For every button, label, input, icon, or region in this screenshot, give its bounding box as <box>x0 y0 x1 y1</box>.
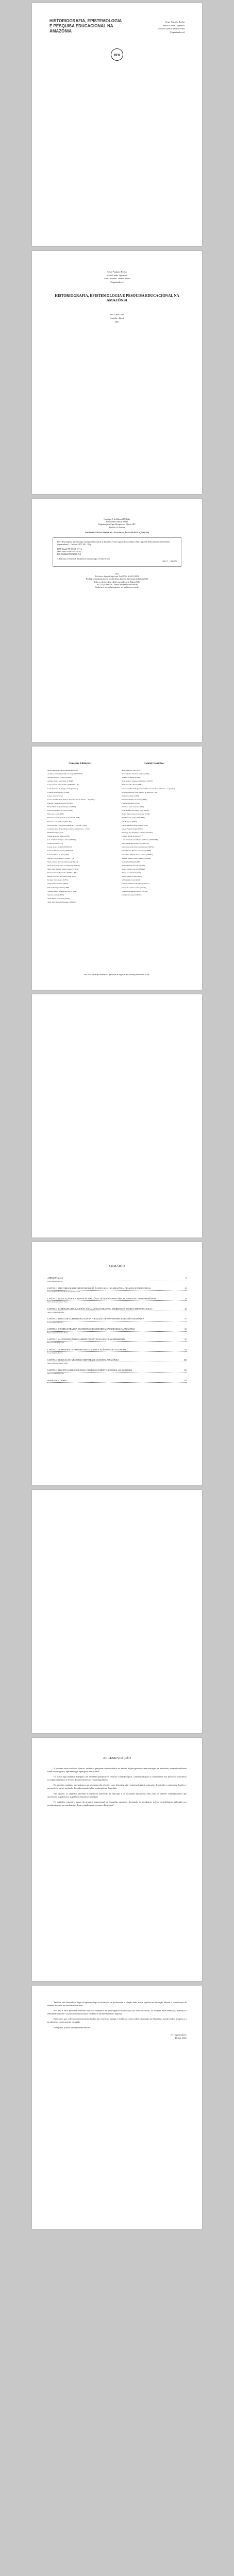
presentation-page <box>32 1738 202 1981</box>
toc-entry[interactable] <box>47 1277 187 1283</box>
council-member: Gloria Fariñas León (Universidade de La Havana – Cuba) <box>47 824 87 826</box>
editor-name: Maria Lusida Carneiro Paula <box>104 277 130 280</box>
council-right-column <box>122 762 187 905</box>
cover-editors <box>158 21 185 34</box>
presentation-paragraph: Também são discutidos o lugar da epistemologia na formação de professores, a relação entre teoria e prática na educação infantil e a construção de saberes docentes nas escolas ribeirinhas. <box>47 2001 187 2007</box>
council-member: Fernando Antônio Gonçalves Alcoforado (IPB) <box>47 817 80 819</box>
council-member: Sérgio Nunes de Jesus (IFRO) <box>122 875 143 878</box>
council-member: Francisco Ari de Andrade (UFC) <box>122 806 144 808</box>
council-member: Gláucia Maria dos Santos Jorge (UFOP) <box>122 809 149 812</box>
council-member: Jailson Alves dos Santos (UFRJ) <box>47 835 70 837</box>
editor-name: Cesar Augusto Rocha <box>107 270 127 273</box>
isbn-print: ISBN Físico 978-65-251-2170-4 <box>57 550 81 553</box>
presentation-paragraph: No primeiro capítulo, apresentamos um panorama das relações entre historiografia e epistemologia da educação, discutindo os principais desafios e perspectivas para a produção do conhecimento sobre a educação na Amazônia. <box>47 1784 187 1790</box>
council-member: Ilma Passos A. Veiga (UNICEUB) <box>122 817 145 819</box>
council-member: Sydione Santos (UEPG) <box>47 893 64 896</box>
title-page-editors <box>47 270 187 284</box>
cover-title: HISTORIOGRAFIA, EPISTEMOLOGIA E PESQUISA EDUCACIONAL NA AMAZÔNIA <box>49 19 122 33</box>
council-member: Antônio Pereira Gaio Júnior (UFRRJ) <box>47 780 74 783</box>
editors-role: (Organizadores) <box>170 30 185 33</box>
toc-page-number: 43 <box>185 1308 187 1310</box>
toc-author: Maria Cárdia Lipparelli <box>47 1372 64 1375</box>
publisher-city: Curitiba – Brasil <box>109 317 125 319</box>
publisher-name: EDITORA CRV <box>109 313 125 316</box>
council-member: Maria de Lourdes Pinto de Almeida (UNOESC) <box>122 846 155 849</box>
editor-name: Cesar Augusto Rocha <box>164 21 185 23</box>
presentation-paragraph: Por fim, a obra apresenta reflexões sobre os caminhos da historiografia da educação no Norte do Brasil, as relações entre educação, memória e identidade cultural e as políticas educacionais voltadas ao desenvolvimento regional. <box>47 2009 187 2015</box>
council-member: Míghian Danae Ferreira Nunes (UNILAB) <box>122 857 151 859</box>
council-member: Fauston Negreiros (UFPI) <box>122 802 140 804</box>
toc-title: CAPÍTULO 7 CAMINHOS DA HISTORIOGRAFIA DA EDUCAÇÃO NO NORTE DO BRASIL <box>47 1349 127 1351</box>
cover-page <box>32 3 202 246</box>
toc-line <box>47 1380 187 1383</box>
council-member: Élsio José Corá (UFFS) <box>47 813 64 816</box>
notice-line: Foi feito o depósito legal conf. Lei 10.994 de 14/12/2004 <box>95 575 139 578</box>
presentation-paragraph: Os textos aqui reunidos dialogam com diferentes perspectivas teóricas e metodológicas, contribuindo para a compreensão dos processos educativos na região amazônica e de seus desafios históricos e contemporâneos. <box>47 1775 187 1782</box>
council-footer: Este livro passou por avaliação e aprovação às cegas de dois ou mais pareceristas ad hoc. <box>83 974 151 976</box>
toc-entry[interactable] <box>47 1338 187 1344</box>
publisher-imprint <box>47 313 187 324</box>
council-member: Maria Lília Imbiriba Sousa Colares (UFOPA) <box>47 868 79 870</box>
council-member: Altair Alberto Fávero (UPF) <box>122 769 141 771</box>
editors-role: (Organizadores) <box>110 280 124 283</box>
council-member: Celso Conti (UFSCar) <box>47 794 63 797</box>
toc-entry[interactable] <box>47 1308 187 1314</box>
toc-author: Cesar Augusto Rocha <box>47 1352 63 1354</box>
toc-entry[interactable] <box>47 1318 187 1324</box>
toc-author: Maria Lusida Carneiro Paula <box>47 1300 68 1303</box>
council-member: Maria Lília Imbiriba Sousa Colares (UFOPA) <box>122 853 153 856</box>
toc-title: CAPÍTULO 1 HISTORIOGRAFIA E EPISTEMOLOGIA DA EDUCAÇÃO NA AMAZÔNIA: DESAFIOS E PERSPECTIVAS <box>47 1287 151 1290</box>
presentation-heading: APRESENTAÇÃO <box>103 1756 131 1760</box>
council-member: Elione Maria Nogueira Diogenes (UFAL) <box>47 806 76 808</box>
toc-entry[interactable] <box>47 1328 187 1334</box>
council-member: Maria de Lourdes Pinto de Almeida (UNOESC) <box>47 864 80 867</box>
toc-page-number: 105 <box>183 1359 187 1361</box>
council-left-column <box>47 762 112 905</box>
council-member: Barbara Coelho Neves (UFBA) <box>122 784 143 786</box>
council-member: Suzana dos Santos Gomes (UFMG) <box>122 886 146 889</box>
council-member: Marcelo Paixão (UFRJ e UTexas – US) <box>47 857 75 859</box>
catalog-title: DADOS INTERNACIONAIS DE CATALOGAÇÃO NA PUBLICAÇÃO (CIP) <box>85 531 149 534</box>
editor-name: Maria Lusida Carneiro Paula <box>158 27 185 30</box>
notice-line: Todos os direitos desta edição reservados pela: Editora CRV <box>94 581 140 583</box>
council-member: Simone Rodrigues Pinto (UNB) <box>47 886 70 889</box>
toc-entry[interactable] <box>47 1380 187 1383</box>
council-member: Vera Lucia Gaspar (UDESC) <box>122 893 142 896</box>
book-title: HISTORIOGRAFIA, EPISTEMOLOGIA E PESQUISA EDUCACIONAL NA AMAZÔNIA <box>55 293 179 302</box>
toc-title: CAPÍTULO 8 EDUCAÇÃO, MEMÓRIA E IDENTIDADE CULTURAL AMAZÔNICA <box>47 1359 120 1361</box>
council-member: Inês Bragança (UERJ) <box>122 820 137 823</box>
toc-page-number: 57 <box>185 1318 187 1320</box>
council-member: Aldira Guimarães Duarte Domínguez (UNB) <box>47 769 78 771</box>
toc-entry[interactable] <box>47 1287 187 1293</box>
isbn-digital: ISBN Digital 978-65-251-2171-1 <box>57 548 82 550</box>
council-member: Leonel Severo Rocha (UNISINOS) <box>47 846 72 849</box>
council-left-title: Conselho Editorial: <box>69 762 91 765</box>
copyright-line: Diagramação e Capa: Designers da Editora CRV <box>98 523 136 526</box>
council-member: Lourdes Helena da Silva (UFV) <box>122 835 144 837</box>
editor-name: Maria Cárdia Lipparelli <box>106 274 128 277</box>
toc-title: CAPÍTULO 6 A CONSTRUÇÃO DE SABERES DOCENTES NAS ESCOLAS RIBEIRINHAS <box>47 1338 125 1341</box>
catalog-body: H673 Historiografia, epistemologia e pesquisa educacional na Amazônia / Cesar Augusto Rocha, Maria Cárdia Lipparelli, Maria Lusida Carneiro Paula (organizadores) – Curitiba : CRV, 2021. 126 p. <box>57 540 170 546</box>
council-member: Maria Cristina dos Santos Bezerra (UFSCar) <box>47 860 78 863</box>
council-member: Lídia de Oliveira Xavier (UNIEURO) <box>47 850 74 852</box>
toc-entry[interactable] <box>47 1369 187 1375</box>
council-member: Carlos Alberto Vilar Estêvão (UMINHO – PT) <box>47 784 79 786</box>
council-member: Diosnel Centurion (Univ Americ. de Asunción – Py) <box>122 791 158 793</box>
council-member: Mônica Pereira dos Santos (UFRJ) <box>122 864 145 867</box>
council-member: Eliane Rose Maio (UEM) <box>122 794 139 797</box>
catalog-cdd: CDU 37 · CDD 370 <box>162 561 177 563</box>
toc-page-number: 113 <box>183 1369 187 1371</box>
council-member: Kilwangy Kya Kapitango-a-Samba (Unemat) <box>122 831 153 834</box>
council-member: Ana Chrystina Venancio Mignot (UERJ) <box>122 773 149 775</box>
council-member: Sonia Maria Ferreira Koehler (UNISAL) <box>122 883 150 885</box>
legal-notice <box>47 573 187 589</box>
council-member: Francisco Carlos Duarte (PUC-PR) <box>47 820 72 823</box>
toc-title: CAPÍTULO 2 EDUCAÇÃO E SOCIEDADE NA AMAZÔNIA: TRAJETÓRIAS HISTÓRICAS E DEBATES CONTEMPORÂNEOS <box>47 1297 156 1300</box>
notice-line: Proibida a reprodução parcial ou total desta obra sem autorização da Editora CRV <box>86 578 148 581</box>
presentation-paragraph: Esperamos que os leitores encontrem nesta obra um convite ao diálogo e à reflexão crítica sobre a educação na Amazônia, fortalecendo a pesquisa e a produção de conhecimento na região. <box>47 2018 187 2024</box>
presentation-signature <box>47 2033 187 2040</box>
council-member: Lourdes Helena da Silva (UFV) <box>47 853 70 856</box>
council-columns <box>47 762 187 905</box>
council-member: Helmuth Krüger (UCP) <box>47 831 64 834</box>
toc-author: Maria Cárdia Lipparelli <box>47 1342 64 1344</box>
toc-title: CAPÍTULO 3 A PESQUISA EDUCACIONAL NA AMAZÔNIA PARAENSE: ABORDAGENS TEÓRICO-METODOLÓGICAS <box>47 1308 153 1310</box>
council-member: Anna Augusta Sampaio de Oliveira (UNESP) <box>122 780 153 783</box>
title-page <box>32 251 202 494</box>
council-member: Marcos Vinicius Francisco (UNOESTE) <box>122 842 149 845</box>
council-member: Paulo Romualdo Hernandes (UNIFAL-MG) <box>47 872 78 874</box>
table-of-contents <box>47 1277 187 1383</box>
council-member: Silvia Regina Canan (URI) <box>122 879 140 882</box>
publication-year: 2021 <box>114 320 120 323</box>
toc-title: CAPÍTULO 4 O LUGAR DA EPISTEMOLOGIA NA FORMAÇÃO DE PROFESSORES DA REGIÃO AMAZÔNICA <box>47 1318 145 1320</box>
summary-heading: SUMÁRIO <box>109 1265 125 1268</box>
council-member: Josania Portela (UFPI) <box>47 842 63 845</box>
catalog-card <box>53 537 181 567</box>
toc-author: Maria Lusida Carneiro Paula <box>47 1331 68 1334</box>
council-member: Helder Buenos Aires de Carvalho (UFPI) <box>122 813 150 816</box>
notice-line: Conheça os nossos lançamentos: www.editoracrv.com.br <box>95 586 139 588</box>
notice-line: 2021 <box>115 573 119 575</box>
toc-page-number: 123 <box>183 1379 187 1382</box>
council-member: Nilson José Machado (USP) <box>122 872 141 874</box>
council-member: Vânia Alves Martins Chaigar (FURG) <box>122 890 148 892</box>
notice-line: Tel.: (41) 3039-6418 · E-mail: sac@editoracrv.com.br <box>96 583 138 586</box>
council-member: Najela Tavares Ujiie (UNESPAR) <box>122 868 145 870</box>
council-member: Guillermo Arias Beatón (Universidade de La Havana – Cuba) <box>47 827 90 830</box>
signature-name: Os Organizadores <box>171 2033 187 2036</box>
toc-author: Cesar Augusto Rocha <box>47 1280 63 1283</box>
toc-page-number: 69 <box>185 1328 187 1331</box>
copyright-line: Copyright © da Editora CRV Ltda. <box>104 518 130 520</box>
signature-place: Belém, 2021 <box>175 2036 187 2039</box>
council-member: Tadeu Oliver Gonçalves (UFPA) <box>47 897 70 900</box>
council-member: Jussara Fraga Portugal (UNEB) <box>122 827 143 830</box>
copyright-line: Editor-chefe: Railson Moura <box>106 521 128 523</box>
council-member: José de Ribamar Sousa Pereira (UCB) <box>122 824 148 826</box>
doi: DOI 10.24824/978652512170.4 <box>57 553 81 555</box>
toc-title: CAPÍTULO 5 TEORIA E PRÁTICA DOS PROFESSORES DE EDUCAÇÃO INFANTIL NA AMAZÔNIA <box>47 1328 135 1331</box>
presentation-page <box>32 1986 202 2229</box>
toc-entry[interactable] <box>47 1349 187 1354</box>
toc-page-number: 81 <box>185 1338 187 1341</box>
council-member: Eduardo Fernandes Barbosa (UFMG) <box>47 802 73 804</box>
presentation-paragraph: A presente obra resulta de leituras, estudos e pesquisas desenvolvidos no âmbito da pós-graduação em educação na Amazônia, reunindo reflexões sobre historiografia, epistemologia e pesquisa educacional. <box>47 1767 187 1773</box>
council-member: Rodrigo Pratte-Santos (UFES) <box>47 879 69 882</box>
council-member: Cesar Gerónimo Tello (Universidad Nacional de Três de Febrero – Argentina) <box>122 787 175 790</box>
council-member: João Adalberto Campato Junior (UNESP) <box>47 839 76 841</box>
toc-page-number: 29 <box>185 1297 187 1300</box>
copyright-info <box>47 518 187 529</box>
toc-entry[interactable] <box>47 1298 187 1303</box>
toc-page-number: 9 <box>186 1277 187 1279</box>
presentation-paragraph: Os capítulos seguintes tratam da pesquisa educacional na Amazônia paraense, discutindo as abordagens teórico-metodológicas utilizadas por pesquisadores e as contribuições desses estudos para o campo educacional. <box>47 1800 187 1806</box>
council-member: Andréia N. Militão (UEMS) <box>122 776 141 779</box>
council-member: Solange Helena Ximenes-Rocha (UFOPA) <box>47 890 77 892</box>
toc-page-number: 93 <box>185 1349 187 1351</box>
presentation-paragraph: Em seguida, os capítulos abordam as trajetórias históricas da educação e da sociedade amazônica, bem como os debates contemporâneos que atravessam as políticas e as práticas educativas na região. <box>47 1792 187 1798</box>
toc-author: Cesar Augusto Rocha <box>47 1321 63 1324</box>
copyright-page <box>32 499 202 742</box>
council-member: Mohammed Elhajji (UFRJ) <box>122 860 141 863</box>
council-member: Elizeu Clementino de Souza (UNEB) <box>122 798 147 801</box>
toc-author: Maria Cárdia Lipparelli <box>47 1311 64 1313</box>
council-member: Lucia Marisy Souza Ribeiro de Oliveira (UNIVASF) <box>122 839 158 841</box>
council-member: Carmen Tereza Velanga (UNIR) <box>47 791 70 793</box>
toc-title: CAPÍTULO 9 POLÍTICAS EDUCACIONAIS E DESENVOLVIMENTO REGIONAL NA AMAZÔNIA <box>47 1369 132 1371</box>
catalog-keywords: 1. Educação 2. História 3. Amazônia 4. Epistemologia I. Título II. Série <box>57 558 111 561</box>
toc-author: Cesar Augusto Rocha, Maria Cárdia Lipparelli <box>47 1291 80 1293</box>
copyright-line: Revisão: Os Autores <box>109 526 125 529</box>
toc-title: APRESENTAÇÃO <box>47 1277 63 1279</box>
blank-page <box>32 994 202 1238</box>
council-member: Maria Eurácia Barreto de Andrade (UFRB) <box>122 850 152 852</box>
editorial-council-page <box>32 747 202 990</box>
toc-title: SOBRE OS AUTORES <box>47 1379 67 1382</box>
toc-entry[interactable] <box>47 1359 187 1365</box>
toc-page-number: 13 <box>185 1287 187 1290</box>
council-member: Andréia da Silva Quintanilha Sousa (UNIR/UFRN) <box>47 773 83 775</box>
editor-name: Maria Cárdia Lipparelli <box>163 24 185 27</box>
presentation-paragraph: Desejamos a todos uma excelente leitura. <box>54 2026 91 2029</box>
council-member: Sérgio Nunes de Jesus (IFRO) <box>47 883 69 885</box>
summary-page <box>32 1242 202 1485</box>
publisher-logo-icon: crv <box>111 48 123 61</box>
council-member: Carlos Federico Domínguez Avila (Unieuro) <box>47 787 78 790</box>
council-member: Elizeu Clementino de Souza (UNEB) <box>47 809 73 812</box>
toc-author: Maria Lusida Carneiro Paula <box>47 1362 68 1365</box>
council-member: Renato Francisco dos Santos Paula (UFG) <box>47 875 76 878</box>
blank-page <box>32 1490 202 1733</box>
council-member: Cesar Gerónimo Tello (Univer. Nacional Três de Febrero – Argentina) <box>47 798 95 801</box>
council-right-title: Comitê Científico: <box>143 762 165 765</box>
council-member: Tania Suely Azevedo Brasileiro (UFOPA) <box>47 901 76 903</box>
council-member: Anselmo Alencar Colares (UFOPA) <box>47 776 72 779</box>
